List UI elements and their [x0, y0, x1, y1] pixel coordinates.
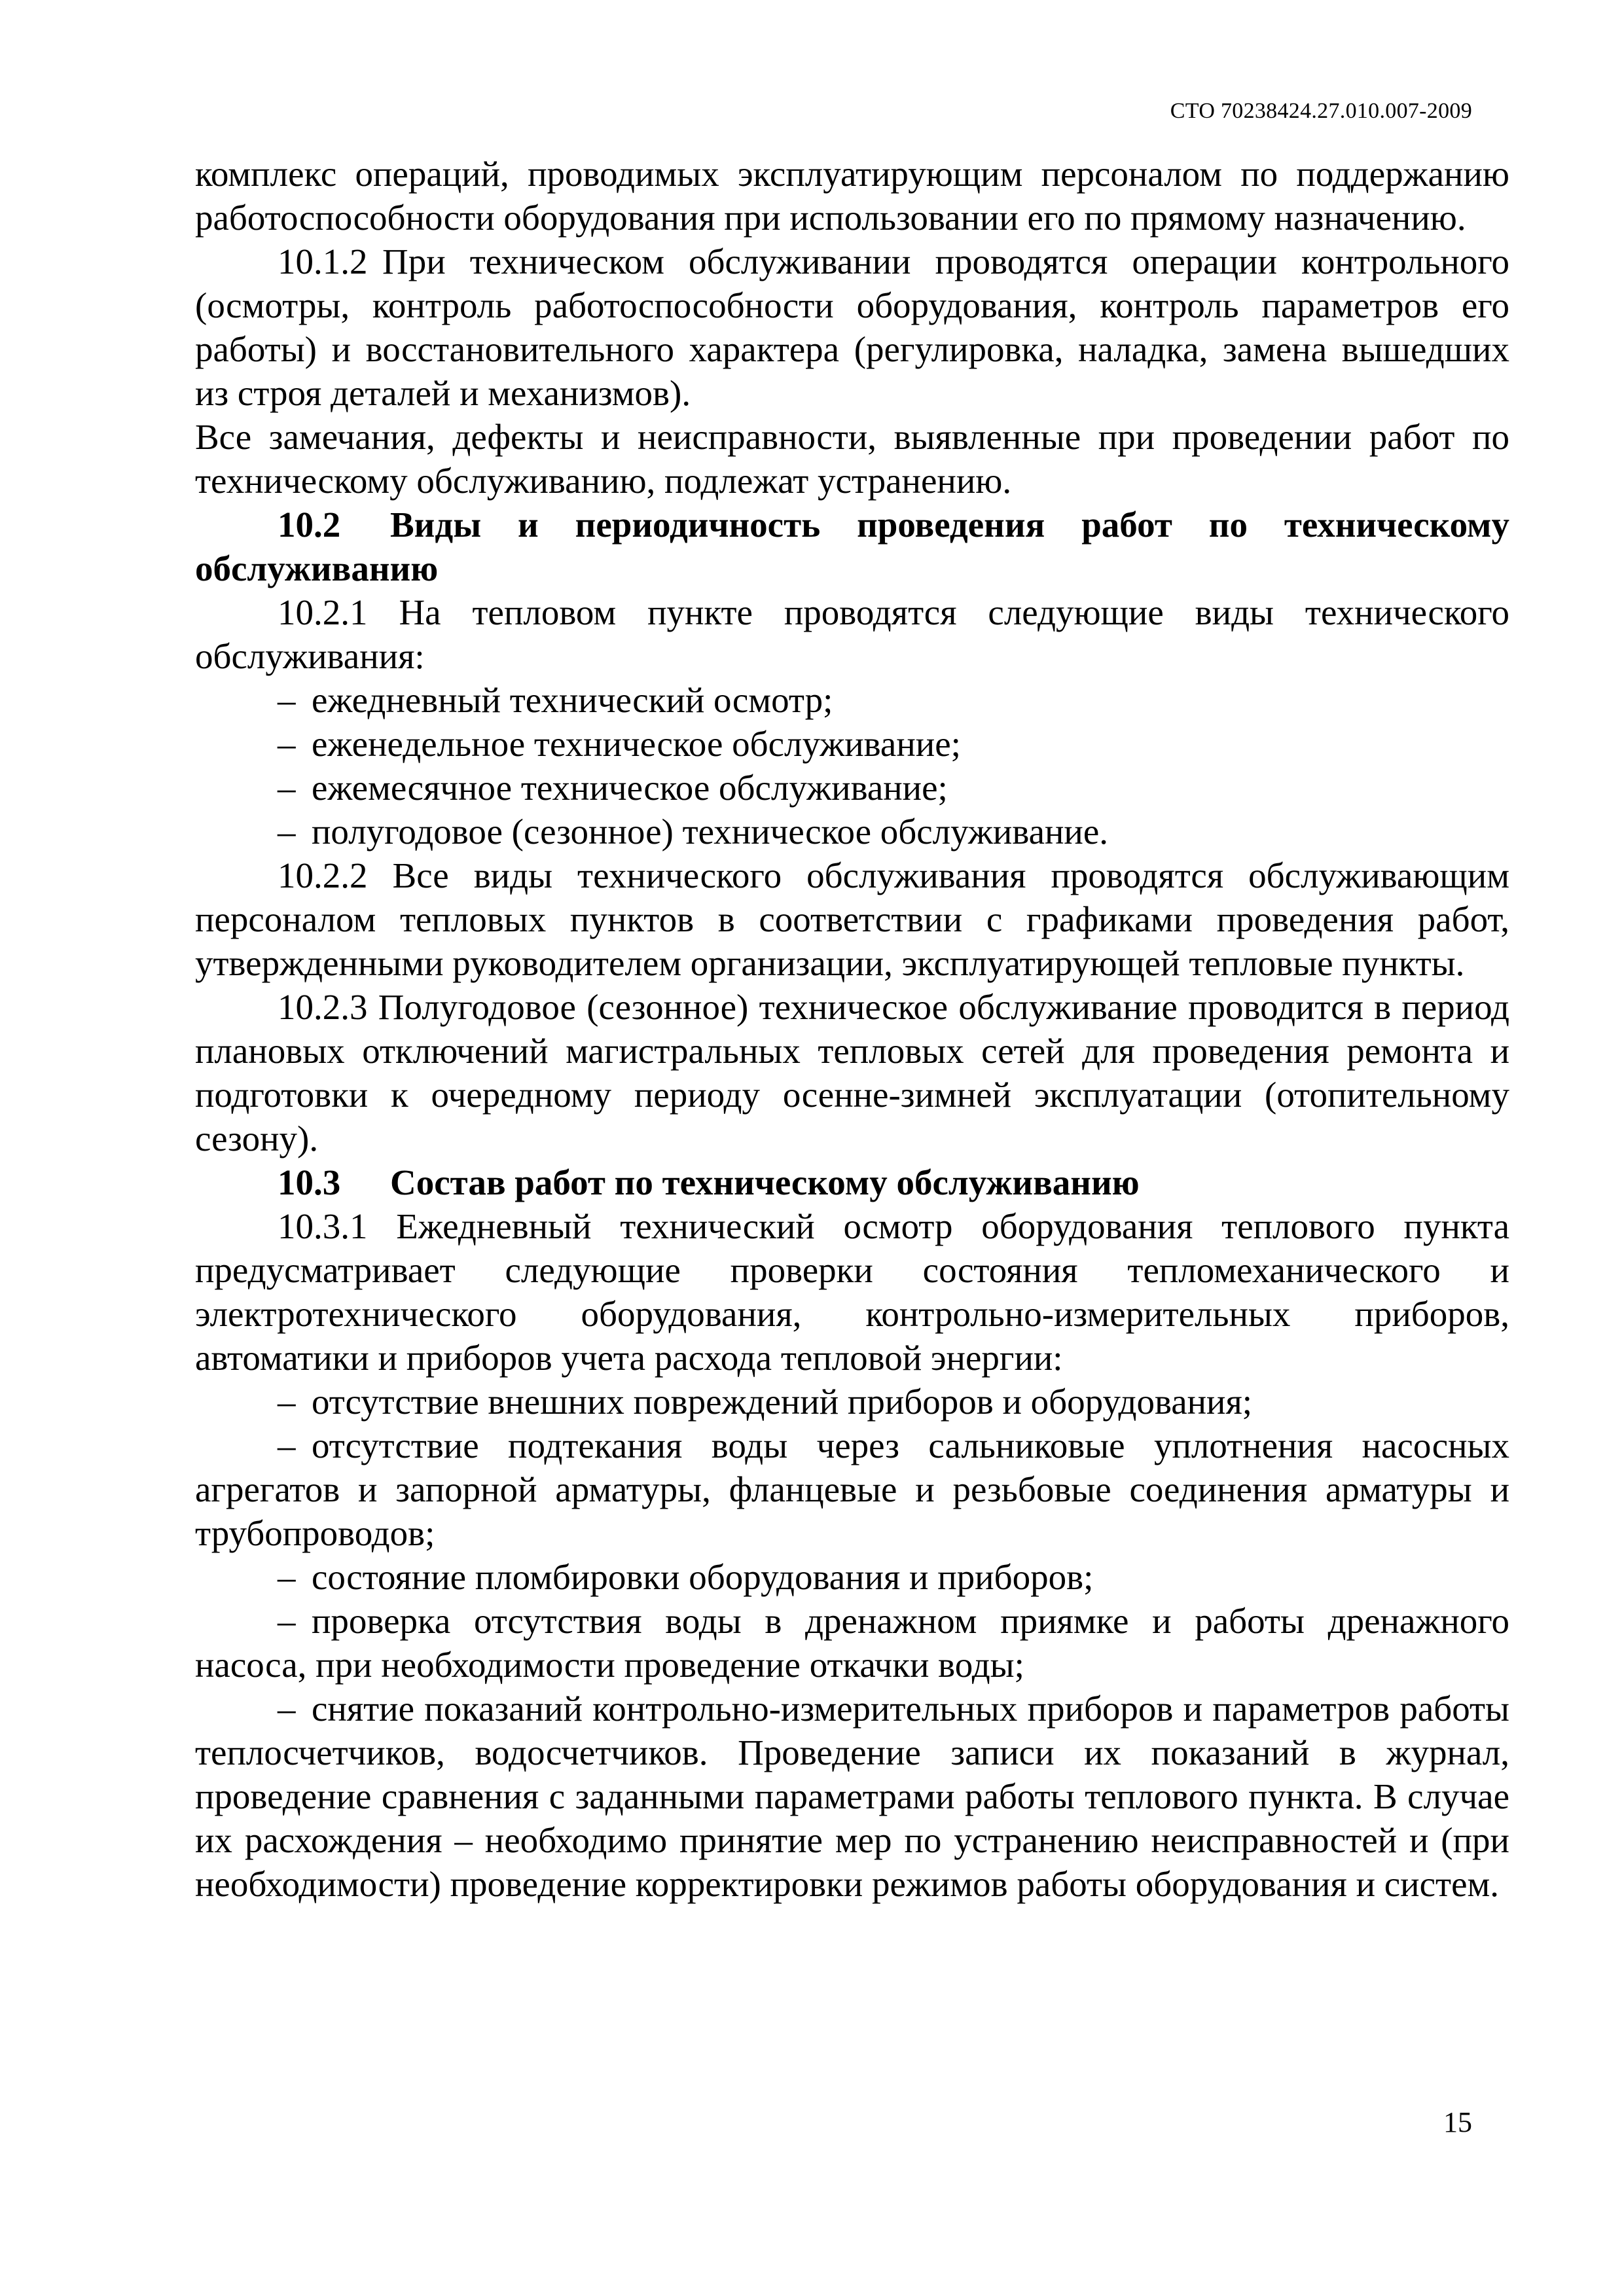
- list-item: – отсутствие подтекания воды через сальниковые уплотнения насосных агрегатов и запорной арматуры, фланцевые и резьбовые соединения арматуры и трубопроводов;: [195, 1424, 1509, 1555]
- paragraph-remarks: Все замечания, дефекты и неисправности, выявленные при проведении работ по техническому обслуживанию, подлежат устранению.: [195, 417, 1509, 501]
- dash-marker: –: [278, 768, 296, 808]
- dash-marker: –: [278, 812, 296, 852]
- list-item: – отсутствие внешних повреждений приборов и оборудования;: [195, 1380, 1509, 1424]
- dash-marker: –: [278, 724, 296, 764]
- paragraph-10-3-1: [195, 1204, 1509, 1380]
- dash-marker: –: [278, 1557, 296, 1597]
- paragraph-10-2-3: [195, 985, 1509, 1160]
- clause-number: 10.3.1: [278, 1206, 368, 1246]
- list-item: – ежемесячное техническое обслуживание;: [195, 766, 1509, 810]
- paragraph-10-2-1: [195, 590, 1509, 678]
- section-title: Состав работ по техническому обслуживанию: [390, 1162, 1140, 1202]
- clause-number: 10.1.2: [278, 242, 368, 281]
- clause-text: Ежедневный технический осмотр оборудования теплового пункта предусматривает следующие проверки состояния тепломеханического и электротехнического оборудования, контрольно-измерительных приборов, автоматики и приборов учета расхода тепловой энергии:: [195, 1206, 1510, 1378]
- section-number: 10.3: [278, 1162, 341, 1202]
- dash-marker: –: [278, 1426, 296, 1465]
- dash-marker: –: [278, 1689, 296, 1729]
- clause-text: На тепловом пункте проводятся следующие виды технического обслуживания:: [195, 592, 1509, 676]
- clause-number: 10.2.2: [278, 855, 368, 895]
- section-title: Виды и периодичность проведения работ по техническому обслуживанию: [195, 505, 1509, 588]
- section-heading-10-3: [195, 1160, 1509, 1204]
- list-item: – ежедневный технический осмотр;: [195, 678, 1509, 722]
- list-item: – снятие показаний контрольно-измерительных приборов и параметров работы теплосчетчиков, водосчетчиков. Проведение записи их показаний в журнал, проведение сравнения с заданными параметрами работы теплового пункта. В случае их расхождения – необходимо принятие мер по устранению неисправностей и (при необходимости) проведение корректировки режимов работы оборудования и систем.: [195, 1687, 1509, 1906]
- document-code-header: СТО 70238424.27.010.007-2009: [1170, 99, 1472, 123]
- dash-marker: –: [278, 680, 296, 720]
- clause-text: Полугодовое (сезонное) техническое обслуживание проводится в период плановых отключений магистральных тепловых сетей для проведения ремонта и подготовки к очередному периоду осенне-зимней эксплуатации (отопительному сезону).: [195, 987, 1510, 1158]
- list-item: – полугодовое (сезонное) техническое обслуживание.: [195, 810, 1509, 853]
- paragraph-intro: комплекс операций, проводимых эксплуатирующим персоналом по поддержанию работоспособности оборудования при использовании его по прямому назначению.: [195, 154, 1509, 238]
- list-item: – еженедельное техническое обслуживание;: [195, 722, 1509, 766]
- clause-number: 10.2.1: [278, 592, 368, 632]
- list-item: – проверка отсутствия воды в дренажном приямке и работы дренажного насоса, при необходимости проведение откачки воды;: [195, 1599, 1509, 1687]
- clause-number: 10.2.3: [278, 987, 368, 1027]
- page-number: 15: [1443, 2106, 1472, 2138]
- paragraph-10-1-2: [195, 240, 1509, 415]
- dash-marker: –: [278, 1601, 296, 1641]
- clause-text: При техническом обслуживании проводятся операции контрольного (осмотры, контроль работоспособности оборудования, контроль параметров его работы) и восстановительного характера (регулировка, наладка, замена вышедших из строя деталей и механизмов).: [195, 242, 1509, 413]
- section-heading-10-2: [195, 503, 1509, 590]
- list-item: – состояние пломбировки оборудования и приборов;: [195, 1555, 1509, 1599]
- section-number: 10.2: [278, 505, 341, 545]
- dash-marker: –: [278, 1382, 296, 1422]
- document-body: [195, 152, 1509, 1906]
- paragraph-10-2-2: [195, 853, 1509, 985]
- clause-text: Все виды технического обслуживания проводятся обслуживающим персоналом тепловых пунктов в соответствии с графиками проведения работ, утвержденными руководителем организации, эксплуатирующей тепловые пункты.: [195, 855, 1510, 983]
